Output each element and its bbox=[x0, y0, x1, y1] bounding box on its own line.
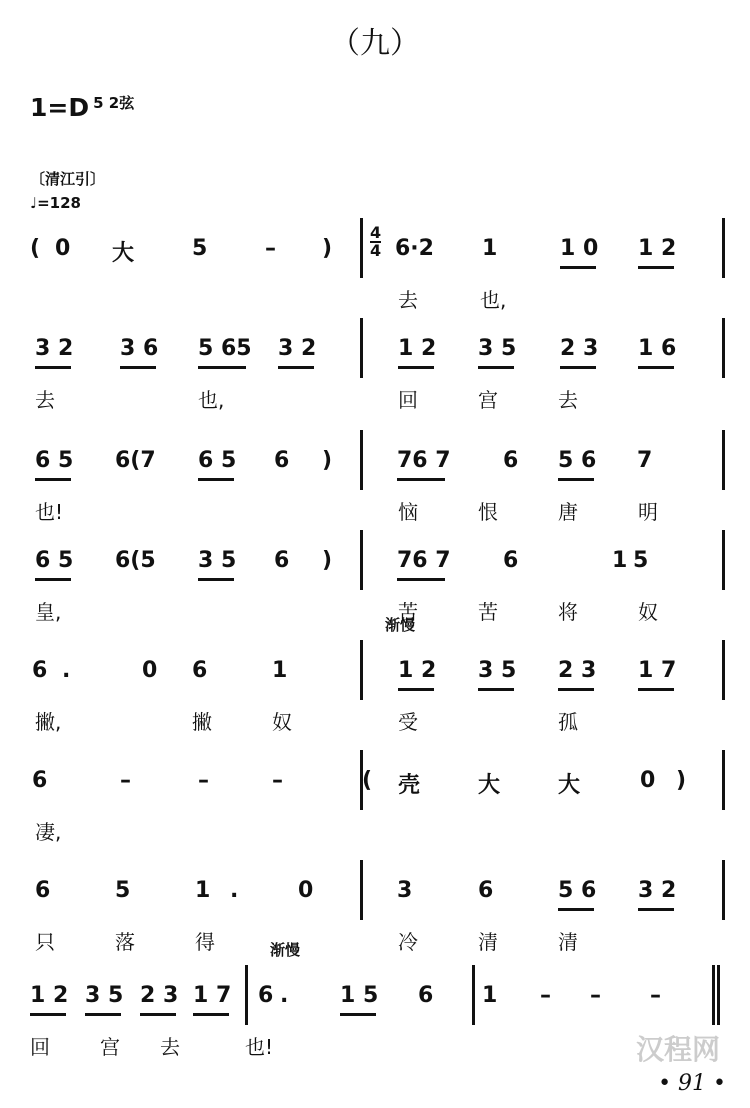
lyric: 唐 bbox=[558, 500, 578, 524]
note-underline bbox=[560, 366, 596, 369]
note-underline bbox=[398, 366, 434, 369]
note: 0 bbox=[298, 878, 314, 903]
note: 6 bbox=[478, 878, 494, 903]
tempo-change-marking: 渐慢 bbox=[270, 941, 301, 959]
note: 2 3 bbox=[140, 983, 179, 1008]
key-signature bbox=[30, 92, 134, 122]
score-row bbox=[0, 860, 750, 980]
lyric: 也! bbox=[245, 1035, 274, 1059]
note-underline bbox=[397, 578, 445, 581]
bar-line bbox=[722, 750, 725, 810]
lyric: 宫 bbox=[478, 388, 498, 412]
note: 大 bbox=[478, 773, 501, 798]
lyric: 奴 bbox=[272, 710, 292, 734]
note: 3 2 bbox=[35, 336, 74, 361]
lyric: 也, bbox=[480, 288, 507, 312]
note: 5 bbox=[192, 236, 208, 261]
lyric: 落 bbox=[115, 930, 135, 954]
note: 76 7 bbox=[397, 448, 451, 473]
note: – bbox=[120, 768, 131, 793]
note-underline bbox=[638, 366, 674, 369]
lyric: 奴 bbox=[638, 600, 658, 624]
note: 1 bbox=[272, 658, 288, 683]
page-number: • 91 • bbox=[658, 1071, 726, 1096]
tempo-change-marking: 渐慢 bbox=[385, 616, 416, 634]
lyric: 去 bbox=[398, 288, 418, 312]
tempo-marking: ♩=128 bbox=[30, 194, 81, 212]
note-underline bbox=[85, 1013, 121, 1016]
note: – bbox=[272, 768, 283, 793]
lyric: 撇 bbox=[192, 710, 212, 734]
bar-line bbox=[245, 965, 248, 1025]
lyric: 也, bbox=[198, 388, 225, 412]
bar-line bbox=[712, 965, 715, 1025]
note: 2 3 bbox=[558, 658, 597, 683]
note: 5 65 bbox=[198, 336, 252, 361]
bar-line bbox=[722, 430, 725, 490]
note: 壳 bbox=[398, 773, 421, 798]
note: 0 bbox=[142, 658, 158, 683]
note: 1 2 bbox=[30, 983, 69, 1008]
time-signature-denominator: 4 bbox=[370, 241, 382, 260]
note: 6(7 bbox=[115, 448, 156, 473]
tune-name: 〔清江引〕 bbox=[30, 170, 106, 188]
note: 6 bbox=[258, 983, 274, 1008]
note: 3 5 bbox=[478, 336, 517, 361]
lyric: 去 bbox=[35, 388, 55, 412]
note: 2 3 bbox=[560, 336, 599, 361]
lyric: 将 bbox=[558, 600, 578, 624]
bar-line bbox=[360, 640, 363, 700]
note: 5 bbox=[633, 548, 649, 573]
note: 大 bbox=[558, 773, 581, 798]
note: 6 bbox=[274, 548, 290, 573]
note-underline bbox=[198, 578, 234, 581]
note: 1 7 bbox=[193, 983, 232, 1008]
bar-line bbox=[722, 640, 725, 700]
note-underline bbox=[30, 1013, 66, 1016]
note-underline bbox=[558, 688, 594, 691]
lyric: 凄, bbox=[35, 820, 62, 844]
lyric: 苦 bbox=[398, 600, 418, 624]
lyric: 回 bbox=[30, 1035, 50, 1059]
lyric: 清 bbox=[558, 930, 578, 954]
note-underline bbox=[560, 266, 596, 269]
bar-line bbox=[360, 218, 363, 278]
note: . bbox=[230, 878, 239, 903]
lyric: 明 bbox=[638, 500, 658, 524]
note: 1 5 bbox=[340, 983, 379, 1008]
note-underline bbox=[478, 366, 514, 369]
time-signature bbox=[370, 225, 381, 259]
note: – bbox=[540, 983, 551, 1008]
lyric: 冷 bbox=[398, 930, 418, 954]
lyric: 回 bbox=[398, 388, 418, 412]
note: 6 5 bbox=[35, 448, 74, 473]
lyric: 恼 bbox=[398, 500, 418, 524]
note-underline bbox=[193, 1013, 229, 1016]
note-underline bbox=[35, 366, 71, 369]
note: 1 7 bbox=[638, 658, 677, 683]
note: ( bbox=[30, 236, 41, 261]
note-underline bbox=[278, 366, 314, 369]
note-underline bbox=[638, 908, 674, 911]
note: 7 bbox=[637, 448, 653, 473]
tuning-label: 5 2弦 bbox=[93, 94, 135, 112]
note: ) bbox=[676, 768, 687, 793]
note: 6 bbox=[503, 448, 519, 473]
bar-line bbox=[360, 430, 363, 490]
score-row bbox=[0, 530, 750, 650]
note: 5 bbox=[115, 878, 131, 903]
note: 1 bbox=[482, 236, 498, 261]
note: ( bbox=[362, 768, 373, 793]
lyric: 去 bbox=[558, 388, 578, 412]
lyric: 受 bbox=[398, 710, 418, 734]
note: 0 bbox=[640, 768, 656, 793]
lyric: 去 bbox=[160, 1035, 180, 1059]
note: 1 2 bbox=[638, 236, 677, 261]
note: 3 2 bbox=[638, 878, 677, 903]
note: 1 6 bbox=[638, 336, 677, 361]
note: 3 2 bbox=[278, 336, 317, 361]
note: – bbox=[650, 983, 661, 1008]
lyric: 得 bbox=[195, 930, 215, 954]
note: . bbox=[280, 983, 289, 1008]
note-underline bbox=[558, 478, 594, 481]
note: . bbox=[62, 658, 71, 683]
note: 1 bbox=[195, 878, 211, 903]
bar-line bbox=[472, 965, 475, 1025]
bar-line bbox=[722, 530, 725, 590]
note: 大 bbox=[112, 241, 135, 266]
bar-line bbox=[722, 860, 725, 920]
bar-line bbox=[722, 218, 725, 278]
note-underline bbox=[397, 478, 445, 481]
note: 6 bbox=[274, 448, 290, 473]
note: 6 5 bbox=[35, 548, 74, 573]
time-signature-numerator: 4 bbox=[370, 223, 382, 242]
note: 3 bbox=[397, 878, 413, 903]
note: 1 2 bbox=[398, 336, 437, 361]
note: 3 5 bbox=[478, 658, 517, 683]
note: 6 bbox=[503, 548, 519, 573]
note-underline bbox=[340, 1013, 376, 1016]
note: 6 bbox=[418, 983, 434, 1008]
note: 6 5 bbox=[198, 448, 237, 473]
score-row bbox=[0, 616, 750, 760]
bar-line bbox=[717, 965, 720, 1025]
note: 1 bbox=[612, 548, 628, 573]
lyric: 撇, bbox=[35, 710, 62, 734]
bar-line bbox=[722, 318, 725, 378]
note: 6 bbox=[32, 658, 48, 683]
note: 6 bbox=[35, 878, 51, 903]
note: ) bbox=[322, 236, 333, 261]
note-underline bbox=[140, 1013, 176, 1016]
note: – bbox=[198, 768, 209, 793]
note: 1 bbox=[482, 983, 498, 1008]
note-underline bbox=[398, 688, 434, 691]
note: ) bbox=[322, 448, 333, 473]
key-label: 1=D bbox=[30, 93, 90, 122]
note: – bbox=[265, 236, 276, 261]
note: 3 5 bbox=[198, 548, 237, 573]
note-underline bbox=[558, 908, 594, 911]
note: 3 5 bbox=[85, 983, 124, 1008]
note: 3 6 bbox=[120, 336, 159, 361]
note: 6·2 bbox=[395, 236, 434, 261]
note: 6 bbox=[192, 658, 208, 683]
lyric: 恨 bbox=[478, 500, 498, 524]
note-underline bbox=[478, 688, 514, 691]
note: ) bbox=[322, 548, 333, 573]
lyric: 孤 bbox=[558, 710, 578, 734]
note: 6 bbox=[32, 768, 48, 793]
note-underline bbox=[638, 266, 674, 269]
bar-line bbox=[360, 860, 363, 920]
lyric: 也! bbox=[35, 500, 64, 524]
note-underline bbox=[638, 688, 674, 691]
note-underline bbox=[35, 478, 71, 481]
note: 76 7 bbox=[397, 548, 451, 573]
score-row bbox=[0, 750, 750, 870]
note-underline bbox=[35, 578, 71, 581]
note: 0 bbox=[55, 236, 71, 261]
note: 6(5 bbox=[115, 548, 156, 573]
bar-line bbox=[360, 318, 363, 378]
note: – bbox=[590, 983, 601, 1008]
note: 1 2 bbox=[398, 658, 437, 683]
lyric: 只 bbox=[35, 930, 55, 954]
note-underline bbox=[120, 366, 156, 369]
lyric: 苦 bbox=[478, 600, 498, 624]
note: 5 6 bbox=[558, 448, 597, 473]
note-underline bbox=[198, 366, 246, 369]
bar-line bbox=[360, 750, 363, 810]
bar-line bbox=[360, 530, 363, 590]
page-title: （九） bbox=[330, 26, 420, 61]
note: 5 6 bbox=[558, 878, 597, 903]
note-underline bbox=[198, 478, 234, 481]
score-row bbox=[0, 318, 750, 438]
lyric: 皇, bbox=[35, 600, 62, 624]
watermark: 汉程网 bbox=[635, 1033, 720, 1066]
lyric: 宫 bbox=[100, 1035, 120, 1059]
lyric: 清 bbox=[478, 930, 498, 954]
note: 1 0 bbox=[560, 236, 599, 261]
